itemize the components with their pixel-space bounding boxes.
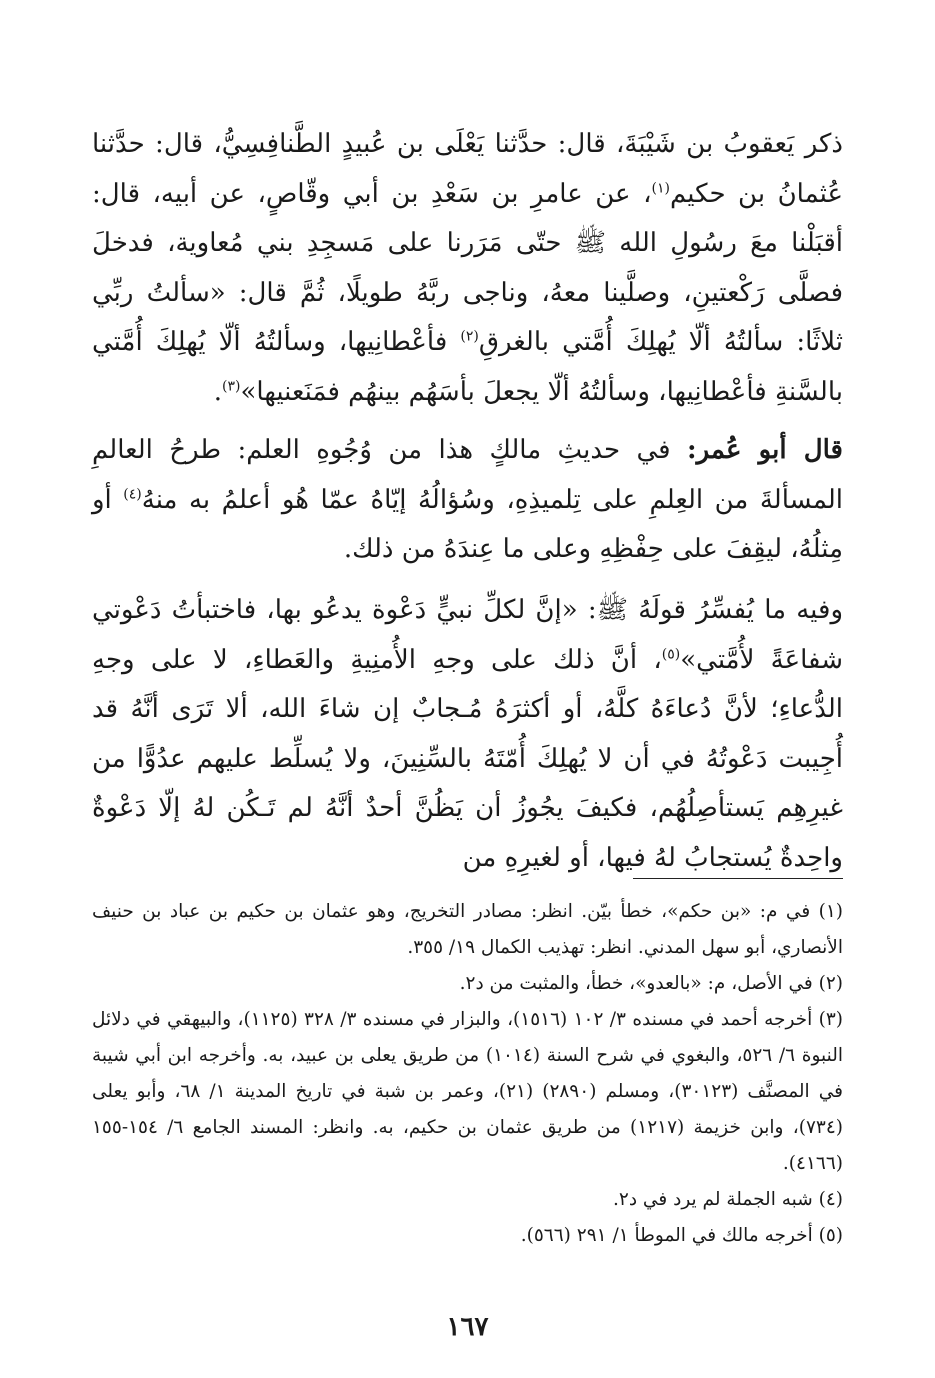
- paragraph-1-text-c: فأعْطانِيها، وسألتُهُ ألّا يُهلِكَ أُمَّتي بالسَّنةِ فأعْطانِيها، وسألتُهُ ألّا يجعلَ بأسَهُم بينهُم فمَنَعنيها»: [92, 327, 843, 407]
- paragraph-2-text-b: أو مِثلُهُ، ليقِفَ على حِفْظِهِ وعلى ما عِندَهُ من ذلك.: [92, 484, 843, 564]
- footnote-number: (٥): [818, 1225, 843, 1246]
- paragraph-3-text-b: ، أنَّ ذلك على وجهِ الأُمنِيةِ والعَطاءِ، لا على وجهِ الدُّعاءِ؛ لأنَّ دُعاءَهُ كلَّهُ، أو أكثرَهُ مُـجابٌ إن شاءَ الله، ألا تَرَى أنَّهُ قد أُجِيبت دَعْوتُهُ في أن لا يُهلِكَ أُمّتَهُ بالسِّنِينَ، ولا يُسلِّط عليهم عدُوًّا من غيرِهِم يَستأصِلُهُم، فكيفَ يجُوزُ أن يَظُنَّ أحدٌ أنَّهُ لم تَـكُن لهُ إلّا دَعْوةٌ واحِدةٌ يُستجابُ لهُ فيها، أو لغيرِهِ من: [92, 644, 843, 873]
- footnote-2: [92, 966, 843, 1002]
- footnotes: [92, 894, 843, 1254]
- paragraph-1-text-d: .: [213, 376, 223, 407]
- paragraph-1: [92, 120, 843, 408]
- paragraph-1-text-a: ذكر يَعقوبُ بن شَيْبَةَ، قال: حدَّثنا يَعْلَى بن عُبيدٍ الطَّنافِسِيُّ، قال: حدَّثنا عُثمانُ بن حكيم: [92, 129, 844, 209]
- footnote-text: في م: «بن حكم»، خطأ بيّن. انظر: مصادر التخريج، وهو عثمان بن حكيم بن عباد بن حنيف الأنصاري، أبو سهل المدني. انظر: تهذيب الكمال ١٩/ ٣٥٥.: [92, 901, 843, 958]
- footnote-3: [92, 1002, 843, 1182]
- footnote-ref-1[interactable]: (١): [651, 179, 670, 196]
- paragraph-3-text-a: وفيه ما يُفسِّرُ قولَهُ ﷺ: «إنَّ لكلِّ نبيٍّ دَعْوة يدعُو بها، فاختبأتُ دَعْوتي شفاعَةً لأُمَّتي»: [92, 595, 843, 675]
- footnote-text: أخرجه مالك في الموطأ ١/ ٢٩١ (٥٦٦).: [520, 1225, 813, 1246]
- footnote-5: [92, 1218, 843, 1254]
- footnote-number: (٣): [818, 1009, 843, 1030]
- footnote-separator: [633, 878, 843, 879]
- footnote-ref-2[interactable]: (٢): [460, 328, 479, 345]
- footnote-number: (٤): [818, 1189, 843, 1210]
- paragraph-1-text-b: ، عن عامرِ بن سَعْدِ بن أبي وقّاصٍ، عن أبيه، قال: أقبَلْنا معَ رسُولِ الله ﷺ حتّى مَرَرنا على مَسجِدِ بني مُعاوية، فدخلَ فصلَّى رَكْعتينِ، وصلَّينا معهُ، وناجى ربَّهُ طويلًا، ثُمَّ قال: «سألتُ ربِّي ثلاثًا: سألتُهُ ألّا يُهلِكَ أُمَّتي بالغرقِ: [92, 178, 843, 357]
- footnote-text: أخرجه أحمد في مسنده ٣/ ١٠٢ (١٥١٦)، والبزار في مسنده ٣/ ٣٢٨ (١١٢٥)، والبيهقي في دلائل النبوة ٦/ ٥٢٦، والبغوي في شرح السنة (١٠١٤) من طريق يعلى بن عبيد، به. وأخرجه ابن أبي شيبة في المصنَّف (٣٠١٢٣)، ومسلم (٢٨٩٠) (٢١)، وعمر بن شبة في تاريخ المدينة ١/ ٦٨، وأبو يعلى (٧٣٤)، وابن خزيمة (١٢١٧) من طريق عثمان بن حكيم، به. وانظر: المسند الجامع ٦/ ١٥٤-١٥٥ (٤١٦٦).: [92, 1009, 843, 1174]
- footnote-4: [92, 1182, 843, 1218]
- speaker-lead: قال أبو عُمر:: [686, 435, 843, 465]
- paragraph-3: [92, 586, 843, 873]
- footnote-number: (١): [818, 901, 843, 922]
- footnote-1: [92, 894, 843, 966]
- footnote-text: في الأصل، م: «بالعدو»، خطأ، والمثبت من د٢.: [459, 973, 813, 994]
- paragraph-2: [92, 426, 843, 570]
- footnote-text: شبه الجملة لم يرد في د٢.: [612, 1189, 813, 1210]
- footnote-number: (٢): [818, 973, 843, 994]
- footnote-ref-5[interactable]: (٥): [661, 645, 681, 662]
- paragraph-2-text-a: في حديثِ مالكٍ هذا من وُجُوهِ العلم: طرحُ العالمِ المسألةَ من العِلمِ على تِلميذِهِ، وسُؤالُهُ إيّاهُ عمّا هُو أعلمُ به منهُ: [92, 435, 843, 515]
- footnote-ref-4[interactable]: (٤): [123, 485, 142, 502]
- main-text: [92, 120, 844, 873]
- footnote-ref-3[interactable]: (٣): [222, 377, 241, 394]
- page-number: ١٦٧: [446, 1312, 489, 1342]
